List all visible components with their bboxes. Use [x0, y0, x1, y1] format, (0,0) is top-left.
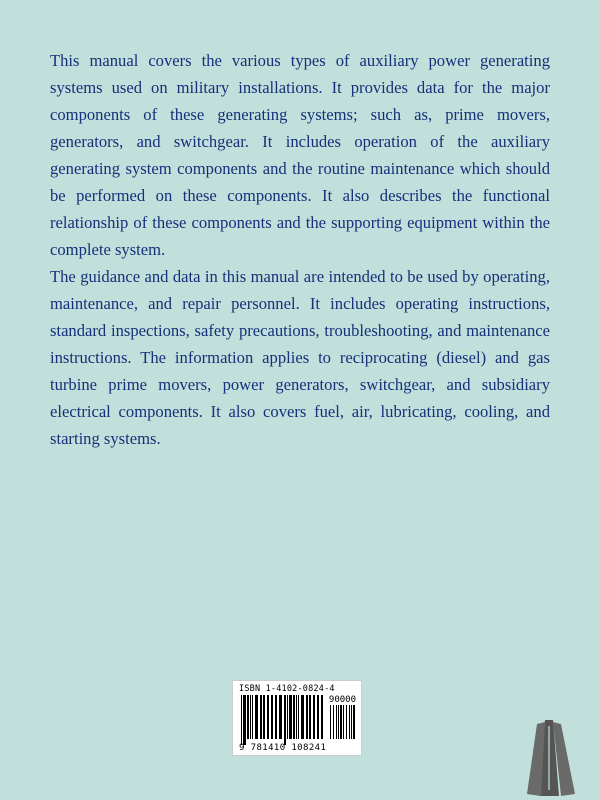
publisher-logo-icon	[523, 718, 579, 798]
isbn-number: ISBN 1-4102-0824-4	[239, 684, 335, 694]
isbn-barcode	[232, 680, 362, 756]
description-paragraph-2: The guidance and data in this manual are intended to be used by operating, maintenance, and repair personnel. It includes operating instructions, standard inspections, safety precautions, troubleshooting, and maintenance instructions. The information applies to reciprocating (diesel) and gas turbine prime movers, power generators, switchgear, and subsidiary electrical components. It also covers fuel, air, lubricating, cooling, and starting systems.	[50, 267, 550, 448]
ean-digits: 9 781410 108241	[239, 743, 327, 753]
addon-barcode-bars	[330, 705, 356, 745]
barcode-bars	[241, 695, 325, 745]
price-code: 90000	[328, 695, 356, 705]
description-paragraph-1: This manual covers the various types of auxiliary power generating systems used on military installations. It provides data for the major components of these generating systems; such as, prime movers, generators, and switchgear. It includes operation of the auxiliary generating system components and the routine maintenance which should be performed on these components. It also describes the functional relationship of these components and the supporting equipment within the complete system.	[50, 51, 550, 259]
